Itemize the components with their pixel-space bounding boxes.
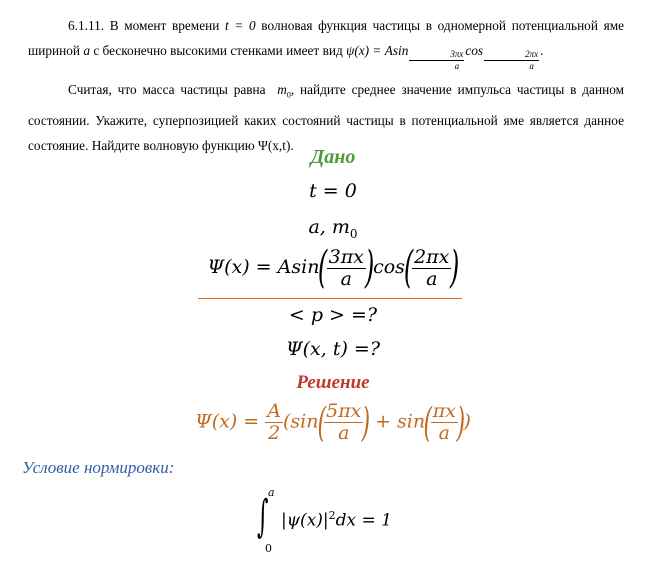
left-paren: ( (423, 399, 433, 446)
square-exponent: 2 (328, 509, 336, 522)
fraction-3pix: $\frac{3\pi x}{a}$ (328, 245, 364, 290)
fraction-5pix: $\frac{5\pi x}{a}$ (326, 400, 362, 444)
time-zero: t = 0 (225, 18, 256, 33)
right-paren: ) (364, 242, 375, 293)
solution-heading: Решение (296, 372, 370, 393)
fraction-A-over-2: $\frac{A}{2}$ (267, 400, 282, 444)
given-divider (198, 298, 462, 299)
right-paren: ) (456, 399, 466, 446)
normalization-title: Условие нормировки: (22, 458, 175, 477)
text-segment: волновая функция частицы в одномерной потенциальной яме шириной (28, 18, 625, 58)
solution-psi-equation (0, 399, 666, 446)
right-paren: ) (361, 399, 371, 446)
fraction-2pix: $\frac{2\pi x}{a}$ (414, 245, 450, 290)
period: . (540, 43, 544, 58)
text-segment: с бесконечно высокими стенками имеет вид (93, 43, 343, 58)
given-t-eq: t = 0 (309, 180, 357, 202)
given-a-m0 (0, 216, 666, 241)
text-segment: , найдите среднее значение импульса частицы в данном состоянии. Укажите, суперпозицией каких состояний частицы в потенциальной яме является данное состояние. Найдите волновую функцию (28, 82, 625, 153)
find-psi-xt: Ψ(x, t) =? (285, 338, 381, 360)
left-paren: ( (403, 242, 414, 293)
left-paren: ( (317, 399, 326, 446)
text-segment: Считая, что масса частицы равна (68, 82, 266, 97)
plus-sin: + sin (375, 410, 426, 433)
psi-xt: Ψ(x,t) (258, 137, 291, 153)
fraction-2pix: $\frac{2\pi x}{a}$ (484, 50, 539, 71)
problem-number: 6.1.11. (68, 18, 105, 33)
close-paren: ) (463, 410, 471, 433)
right-paren: ) (450, 242, 460, 293)
period: . (290, 137, 294, 153)
cos-text: cos (373, 256, 405, 278)
integrand (281, 509, 392, 531)
given-heading: Дано (310, 146, 356, 168)
left-paren: ( (318, 242, 328, 293)
m-subscript: 0 (349, 226, 358, 241)
integral-sign-icon: ∫ (257, 491, 269, 542)
fraction-pix: $\frac{\pi x}{a}$ (432, 400, 456, 444)
text-segment: В момент времени (109, 18, 220, 33)
psi-definition: ψ(x) = Asin (346, 43, 409, 58)
a-m-text: a, m (308, 216, 350, 238)
mass-symbol: m (277, 82, 287, 97)
width-variable: a (83, 43, 90, 58)
integral-rest: dx = 1 (335, 510, 392, 531)
mass-subscript: 0 (286, 90, 291, 100)
integral-lower-limit: 0 (265, 542, 272, 555)
find-momentum: < p > =? (288, 304, 378, 326)
normalization-integral (257, 486, 417, 560)
psi-lhs: Ψ(x) = Asin (207, 256, 320, 278)
integral-upper-limit: a (268, 486, 275, 499)
open-sin: (sin (283, 410, 319, 433)
given-psi-equation (0, 242, 666, 293)
psi-abs: |ψ(x)| (281, 510, 329, 531)
problem-statement (28, 13, 624, 158)
solution-lhs: Ψ(x) = (195, 410, 260, 433)
cos-text: cos (465, 43, 484, 58)
fraction-3pix: $\frac{3\pi x}{a}$ (409, 50, 464, 71)
problem-paragraph-1 (28, 13, 624, 71)
